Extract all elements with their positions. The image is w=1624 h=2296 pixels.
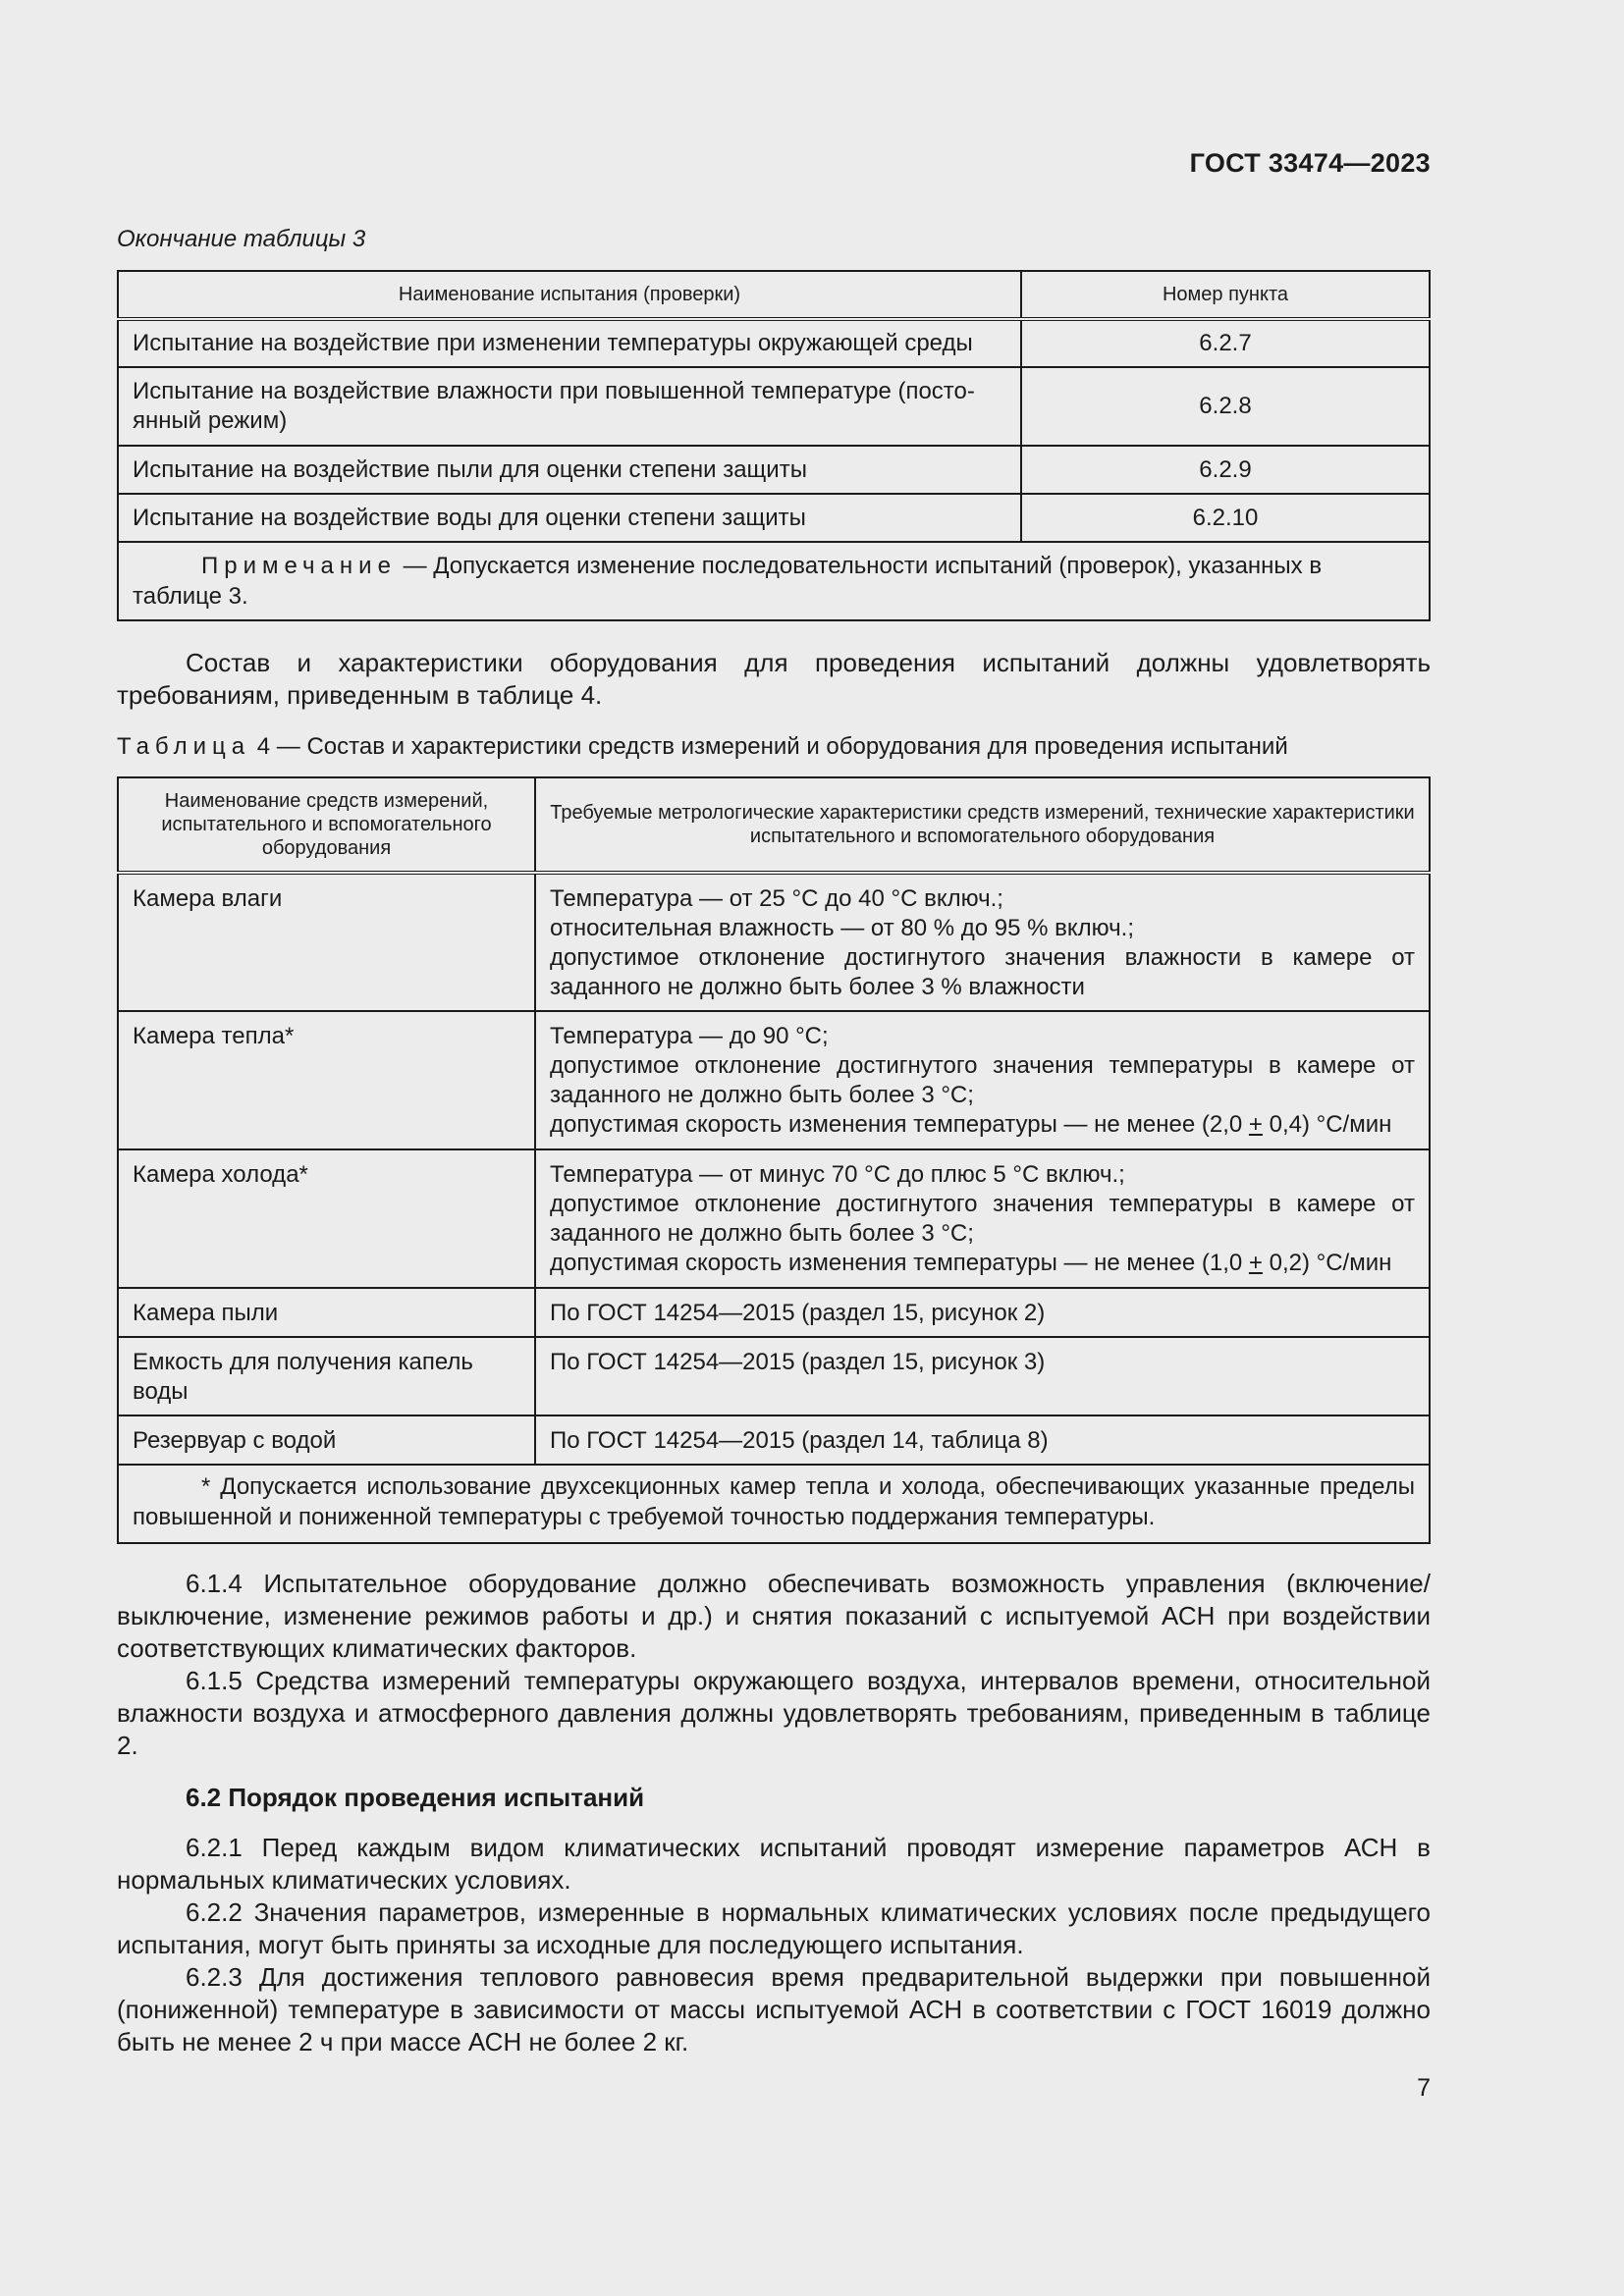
line: допустимое отклонение достигнутого значения влажности в камере от заданного не должно быть более 3 % влажности <box>550 944 1415 1000</box>
table-cell: Испытание на воздействие влажности при повышенной температуре (посто-янный режим) <box>118 367 1021 446</box>
table-cell: 6.2.10 <box>1021 494 1430 542</box>
table3-header-number: Номер пункта <box>1021 271 1430 319</box>
table-note-row <box>118 1465 1430 1543</box>
paragraph: Состав и характеристики оборудования для проведения испытаний должны удовлетворять требованиям, приведенным в таблице 4. <box>117 648 1431 710</box>
table-note-row <box>118 542 1430 620</box>
plus-minus: + <box>1248 1111 1263 1138</box>
section-62-paragraphs <box>117 1832 1431 2058</box>
table-row <box>118 1011 1430 1149</box>
section-heading: 6.2 Порядок проведения испытаний <box>186 1783 645 1812</box>
table-row <box>118 367 1430 446</box>
table-row <box>118 1288 1430 1337</box>
rate-prefix: допустимая скорость изменения температуры — не менее (2,0 <box>550 1111 1249 1138</box>
paragraph: 6.2.2 Значения параметров, измеренные в нормальных климатических условиях после предыдущего испытания, могут быть приняты за исходные для последующего испытания. <box>117 1897 1431 1959</box>
table3-caption: Окончание таблицы 3 <box>117 226 366 252</box>
document-code: ГОСТ 33474—2023 <box>1189 148 1431 178</box>
line: относительная влажность — от 80 % до 95 % включ.; <box>550 915 1134 941</box>
table4-header-name: Наименование средств измерений, испытательного и вспомогательного оборудования <box>118 777 535 873</box>
table-cell <box>535 1011 1430 1149</box>
line: допустимое отклонение достигнутого значения температуры в камере от заданного не должно быть более 3 °С; <box>550 1191 1415 1247</box>
table-4 <box>117 776 1431 1544</box>
table4-caption-label: Таблица <box>117 733 251 760</box>
paragraph: 6.1.5 Средства измерений температуры окружающего воздуха, интервалов времени, относительной влажности воздуха и атмосферного давления должны удовлетворять требованиям, приведенным в таблице 2. <box>117 1666 1431 1760</box>
table-row <box>118 494 1430 542</box>
table-cell: Камера тепла* <box>118 1011 535 1149</box>
table-cell: 6.2.7 <box>1021 319 1430 367</box>
table-3 <box>117 270 1431 621</box>
footnote-text: * Допускается использование двухсекционных камер тепла и холода, обеспечивающих указанные пределы повышенной и пониженной температуры с требуемой точностью поддержания температуры. <box>133 1473 1415 1531</box>
note-text: — Допускается изменение последовательности испытаний (проверок), указанных в таблице 3. <box>133 552 1323 610</box>
table-cell: Камера влаги <box>118 873 535 1011</box>
rate-suffix: 0,4) °С/мин <box>1262 1111 1392 1138</box>
table4-caption <box>117 733 1288 761</box>
plus-minus: + <box>1248 1250 1263 1276</box>
page-number: 7 <box>1417 2074 1431 2102</box>
table-cell: Испытание на воздействие воды для оценки степени защиты <box>118 494 1021 542</box>
table3-note <box>118 542 1430 620</box>
table-row <box>118 319 1430 367</box>
line: Температура — до 90 °С; <box>550 1023 829 1049</box>
rate-suffix: 0,2) °С/мин <box>1262 1250 1392 1276</box>
table-cell: 6.2.8 <box>1021 367 1430 446</box>
table-cell: Емкость для получения капель воды <box>118 1337 535 1415</box>
table-cell: Камера пыли <box>118 1288 535 1337</box>
table-cell <box>535 873 1430 1011</box>
table-cell: Камера холода* <box>118 1149 535 1288</box>
table-cell: Испытание на воздействие пыли для оценки степени защиты <box>118 446 1021 494</box>
note-label: Примечание <box>201 552 397 579</box>
line: допустимое отклонение достигнутого значения температуры в камере от заданного не должно быть более 3 °С; <box>550 1052 1415 1108</box>
table-row <box>118 873 1430 1011</box>
table-cell: По ГОСТ 14254—2015 (раздел 15, рисунок 2) <box>535 1288 1430 1337</box>
table-cell: Испытание на воздействие при изменении температуры окружающей среды <box>118 319 1021 367</box>
table4-caption-text: 4 — Состав и характеристики средств измерений и оборудования для проведения испытаний <box>250 733 1288 760</box>
line <box>550 1249 1415 1278</box>
paragraph: 6.1.4 Испытательное оборудование должно обеспечивать возможность управления (включение/выключение, изменение режимов работы и др.) и снятия показаний с испытуемой АСН при воздействии соответствующих климатических факторов. <box>117 1569 1431 1663</box>
table-cell: Резервуар с водой <box>118 1415 535 1465</box>
table-row <box>118 446 1430 494</box>
table3-header-name: Наименование испытания (проверки) <box>118 271 1021 319</box>
table-cell: По ГОСТ 14254—2015 (раздел 14, таблица 8) <box>535 1415 1430 1465</box>
table-row <box>118 1337 1430 1415</box>
table-row <box>118 1415 1430 1465</box>
line: Температура — от минус 70 °С до плюс 5 °С включ.; <box>550 1161 1125 1188</box>
rate-prefix: допустимая скорость изменения температуры — не менее (1,0 <box>550 1250 1249 1276</box>
table-cell <box>535 1149 1430 1288</box>
section-61-paragraphs <box>117 1568 1431 1762</box>
table4-footnote <box>118 1465 1430 1543</box>
line: Температура — от 25 °С до 40 °С включ.; <box>550 885 1003 912</box>
paragraph: 6.2.1 Перед каждым видом климатических испытаний проводят измерение параметров АСН в нормальных климатических условиях. <box>117 1833 1431 1895</box>
table-row <box>118 1149 1430 1288</box>
line <box>550 1110 1415 1140</box>
intro-paragraph <box>117 647 1431 712</box>
table4-header-characteristics: Требуемые метрологические характеристики средств измерений, технические характеристики испытательного и вспомогательного оборудования <box>535 777 1430 873</box>
table-cell: По ГОСТ 14254—2015 (раздел 15, рисунок 3) <box>535 1337 1430 1415</box>
table-cell: 6.2.9 <box>1021 446 1430 494</box>
paragraph: 6.2.3 Для достижения теплового равновесия время предварительной выдержки при повышенной (пониженной) температуре в зависимости от массы испытуемой АСН в соответствии с ГОСТ 16019 должно быть не менее 2 ч при массе АСН не более 2 кг. <box>117 1962 1431 2056</box>
